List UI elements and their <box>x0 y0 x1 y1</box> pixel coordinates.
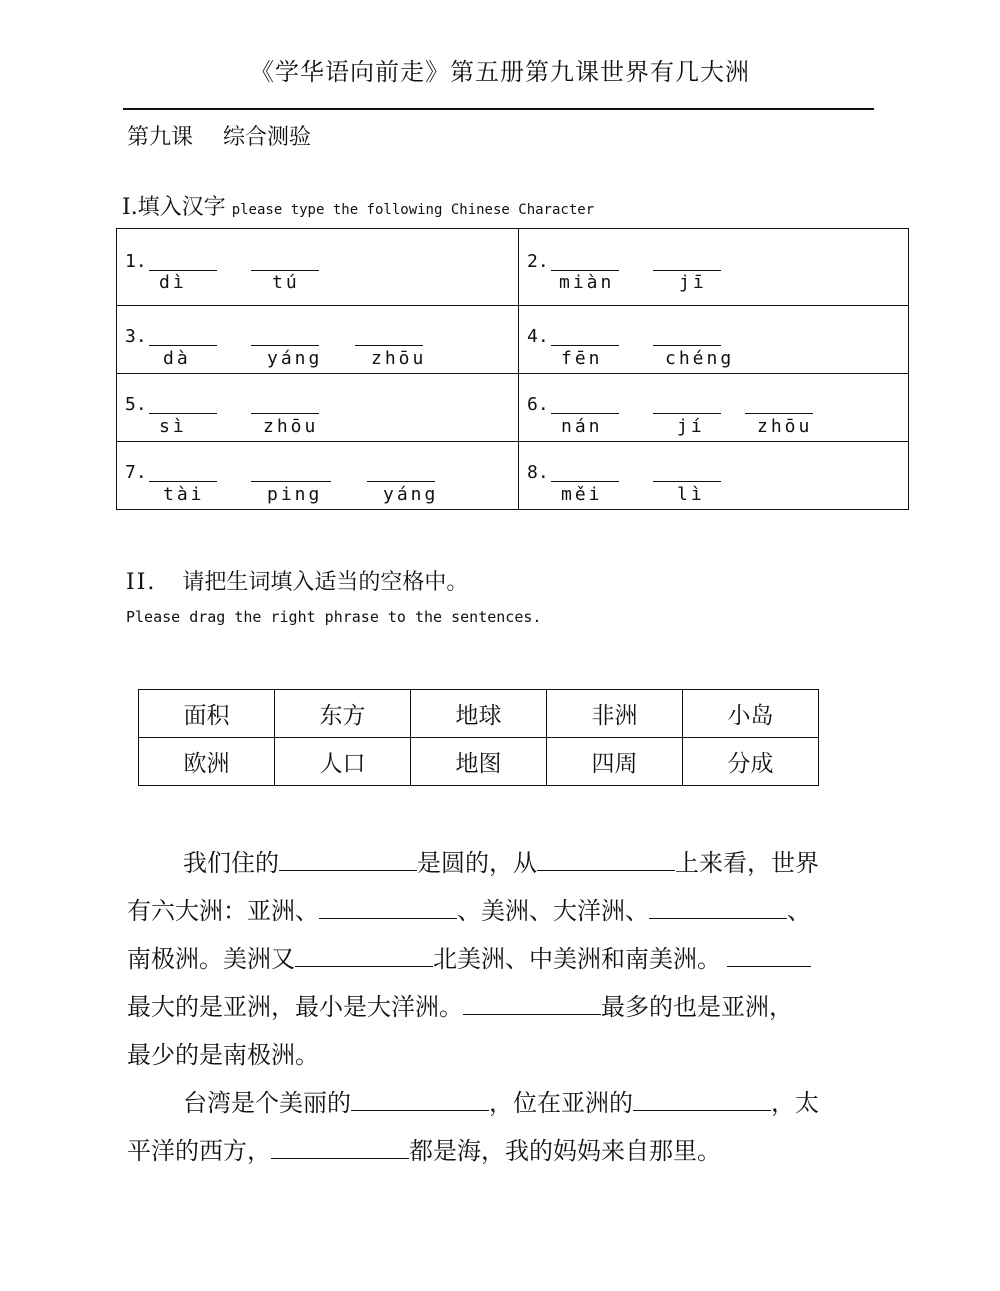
pinyin-syllable: chéng <box>665 348 735 369</box>
drop-blank[interactable] <box>279 848 417 871</box>
word-tile[interactable]: 面积 <box>139 690 275 738</box>
sentence-text: 我们住的 <box>183 849 279 877</box>
pinyin-syllable: lì <box>677 484 705 505</box>
answer-blank[interactable] <box>745 394 813 414</box>
lesson-name: 综合测验 <box>223 125 312 150</box>
pinyin-syllable: dì <box>159 272 187 293</box>
sentence-line <box>127 1131 721 1166</box>
page-title: 《学华语向前走》第五册第九课世界有几大洲 <box>250 58 750 86</box>
pinyin-syllable: tú <box>272 272 300 293</box>
sentence-line <box>183 1083 819 1118</box>
sentence-text: ，太 <box>771 1089 819 1117</box>
pinyin-syllable: měi <box>561 484 603 505</box>
sentence-text: 都是海，我的妈妈来自那里。 <box>409 1137 721 1165</box>
pinyin-syllable: dà <box>163 348 191 369</box>
answer-blank[interactable] <box>149 394 217 414</box>
section2-heading <box>126 565 468 596</box>
pinyin-item <box>519 442 909 510</box>
word-tile[interactable]: 非洲 <box>547 690 683 738</box>
item-number: 7. <box>125 462 147 483</box>
sentence-text: ，位在亚洲的 <box>489 1089 633 1117</box>
answer-blank[interactable] <box>251 394 319 414</box>
pinyin-syllable: zhōu <box>263 416 319 437</box>
section1-heading <box>122 190 594 221</box>
title-divider <box>123 108 874 110</box>
pinyin-syllable: jī <box>679 272 707 293</box>
item-number: 5. <box>125 394 147 415</box>
sentence-text: 平洋的西方， <box>127 1137 271 1165</box>
pinyin-item <box>519 374 909 442</box>
pinyin-table <box>116 228 909 510</box>
drop-blank[interactable] <box>295 944 433 967</box>
word-tile[interactable]: 地球 <box>411 690 547 738</box>
pinyin-item <box>519 306 909 374</box>
sentence-text: 台湾是个美丽的 <box>183 1089 351 1117</box>
sentence-text: 北美洲、中美洲和南美洲。 <box>433 945 721 973</box>
item-number: 8. <box>527 462 549 483</box>
lesson-number: 第九课 <box>127 125 194 150</box>
drop-blank[interactable] <box>649 896 787 919</box>
pinyin-item <box>519 229 909 306</box>
section1-title: I.填入汉字 <box>122 195 226 220</box>
answer-blank[interactable] <box>551 251 619 271</box>
answer-blank[interactable] <box>653 462 721 482</box>
word-tile[interactable]: 小岛 <box>683 690 819 738</box>
answer-blank[interactable] <box>149 251 217 271</box>
drop-blank[interactable] <box>727 944 811 967</box>
word-tile[interactable]: 欧洲 <box>139 738 275 786</box>
answer-blank[interactable] <box>251 326 319 346</box>
drop-blank[interactable] <box>537 848 675 871</box>
sentence-text: 最少的是南极洲。 <box>127 1041 319 1069</box>
pinyin-syllable: nán <box>561 416 603 437</box>
item-number: 6. <box>527 394 549 415</box>
lesson-heading <box>127 120 311 151</box>
answer-blank[interactable] <box>251 462 331 482</box>
pinyin-syllable: fēn <box>561 348 603 369</box>
sentence-text: 、 <box>787 897 811 925</box>
item-number: 3. <box>125 326 147 347</box>
pinyin-item <box>117 229 519 306</box>
item-number: 1. <box>125 251 147 272</box>
pinyin-syllable: miàn <box>559 272 615 293</box>
drop-blank[interactable] <box>319 896 457 919</box>
pinyin-syllable: sì <box>159 416 187 437</box>
answer-blank[interactable] <box>551 462 619 482</box>
sentence-line <box>127 939 811 974</box>
sentence-text: 最大的是亚洲，最小是大洋洲。 <box>127 993 463 1021</box>
answer-blank[interactable] <box>251 251 319 271</box>
pinyin-item <box>117 374 519 442</box>
word-tile[interactable]: 分成 <box>683 738 819 786</box>
word-tile[interactable]: 地图 <box>411 738 547 786</box>
drop-blank[interactable] <box>633 1088 771 1111</box>
pinyin-syllable: zhōu <box>757 416 813 437</box>
sentence-text: 是圆的，从 <box>417 849 537 877</box>
item-number: 4. <box>527 326 549 347</box>
pinyin-item <box>117 306 519 374</box>
sentence-text: 有六大洲：亚洲、 <box>127 897 319 925</box>
sentence-line <box>127 1035 319 1070</box>
section2-title: 请把生词填入适当的空格中。 <box>182 570 469 595</box>
sentence-text: 最多的也是亚洲， <box>601 993 793 1021</box>
pinyin-syllable: zhōu <box>371 348 427 369</box>
word-bank <box>138 689 819 786</box>
section2-number: II. <box>126 570 157 595</box>
sentence-line <box>127 891 811 926</box>
section1-subtitle: please type the following Chinese Character <box>231 202 595 218</box>
answer-blank[interactable] <box>653 251 721 271</box>
section2-subtitle: Please drag the right phrase to the sentences. <box>126 608 542 626</box>
sentence-line <box>127 987 793 1022</box>
word-tile[interactable]: 四周 <box>547 738 683 786</box>
item-number: 2. <box>527 251 549 272</box>
pinyin-syllable: tài <box>163 484 205 505</box>
answer-blank[interactable] <box>355 326 423 346</box>
pinyin-item <box>117 442 519 510</box>
answer-blank[interactable] <box>367 462 435 482</box>
sentence-text: 、美洲、大洋洲、 <box>457 897 649 925</box>
sentence-text: 上来看，世界 <box>675 849 819 877</box>
answer-blank[interactable] <box>149 326 217 346</box>
pinyin-syllable: ping <box>267 484 323 505</box>
sentence-text: 南极洲。美洲又 <box>127 945 295 973</box>
drop-blank[interactable] <box>463 992 601 1015</box>
pinyin-syllable: jí <box>677 416 705 437</box>
answer-blank[interactable] <box>149 462 217 482</box>
word-tile[interactable]: 东方 <box>275 690 411 738</box>
answer-blank[interactable] <box>551 326 619 346</box>
drop-blank[interactable] <box>271 1136 409 1159</box>
word-tile[interactable]: 人口 <box>275 738 411 786</box>
pinyin-syllable: yáng <box>267 348 323 369</box>
pinyin-syllable: yáng <box>383 484 439 505</box>
drop-blank[interactable] <box>351 1088 489 1111</box>
answer-blank[interactable] <box>551 394 619 414</box>
answer-blank[interactable] <box>653 394 721 414</box>
sentence-line <box>183 843 819 878</box>
answer-blank[interactable] <box>653 326 721 346</box>
